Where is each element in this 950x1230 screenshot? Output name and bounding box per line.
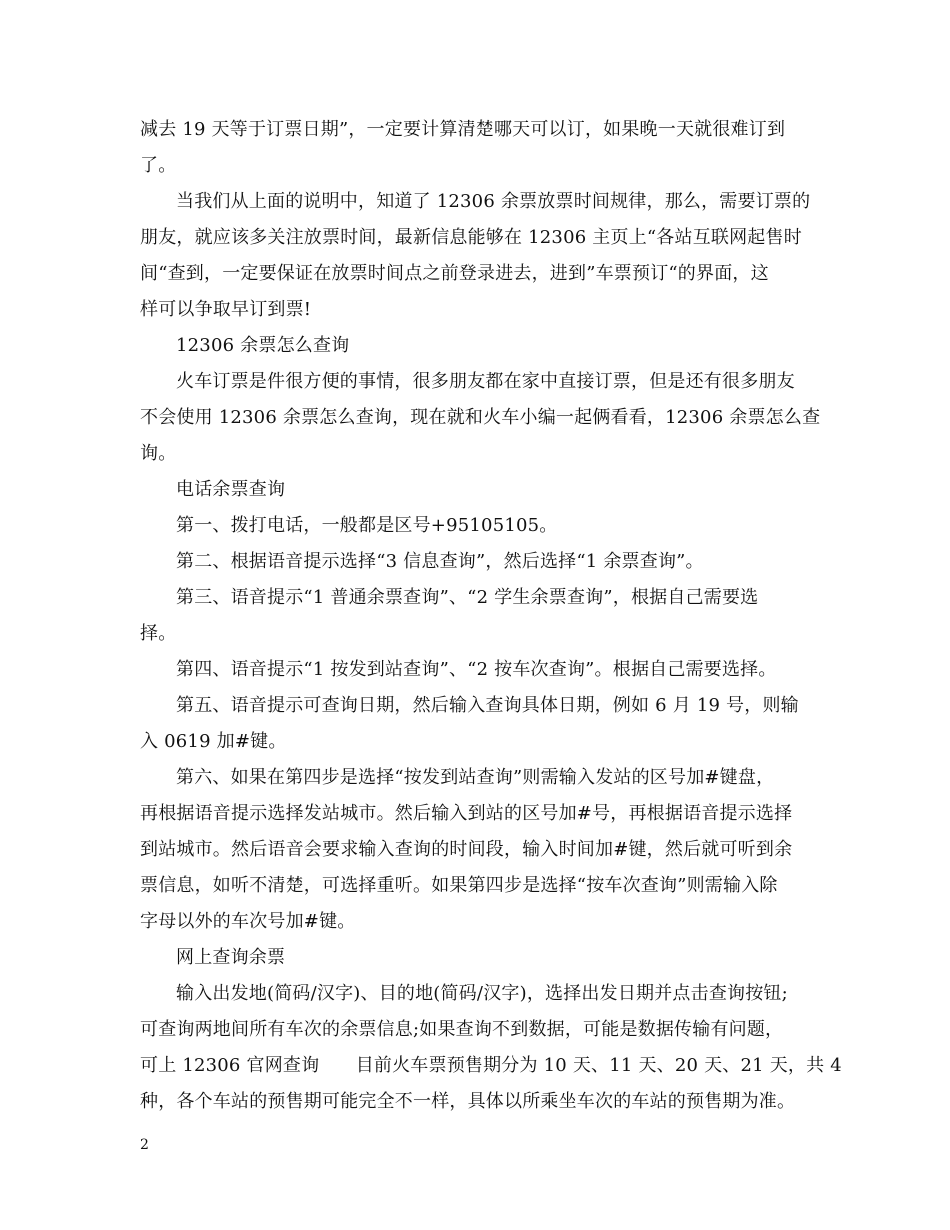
step-line: 再根据语音提示选择发站城市。然后输入到站的区号加#号，再根据语音提示选择 xyxy=(140,803,793,824)
step-line: 第六、如果在第四步是选择“按发到站查询”则需输入发站的区号加#键盘， xyxy=(176,767,775,788)
page-number: 2 xyxy=(140,1137,149,1153)
paragraph-line: 种，各个车站的预售期可能完全不一样，具体以所乘坐车次的车站的预售期为准。 xyxy=(140,1091,796,1112)
paragraph-line: 了。 xyxy=(140,155,177,176)
step-line: 字母以外的车次号加#键。 xyxy=(140,911,356,932)
step-line: 入 0619 加#键。 xyxy=(140,731,287,752)
paragraph-line: 询。 xyxy=(140,443,177,464)
section-heading: 网上查询余票 xyxy=(176,947,286,968)
paragraph-line: 不会使用 12306 余票怎么查询，现在就和火车小编一起俩看看，12306 余票怎么查 xyxy=(140,407,821,428)
paragraph-line: 样可以争取早订到票! xyxy=(140,299,312,320)
paragraph-line: 输入出发地(简码/汉字)、目的地(简码/汉字)，选择出发日期并点击查询按钮; xyxy=(176,983,788,1004)
step-line: 第一、拨打电话，一般都是区号+95105105。 xyxy=(176,515,558,536)
step-line: 到站城市。然后语音会要求输入查询的时间段，输入时间加#键，然后就可听到余 xyxy=(140,839,793,860)
paragraph-line: 火车订票是件很方便的事情，很多朋友都在家中直接订票，但是还有很多朋友 xyxy=(176,371,795,392)
section-heading: 12306 余票怎么查询 xyxy=(176,335,350,356)
section-heading: 电话余票查询 xyxy=(176,479,286,500)
step-line: 第五、语音提示可查询日期，然后输入查询具体日期，例如 6 月 19 号，则输 xyxy=(176,695,799,716)
step-line: 第四、语音提示“1 按发到站查询”、“2 按车次查询”。根据自己需要选择。 xyxy=(176,659,777,680)
paragraph-line: 朋友，就应该多关注放票时间，最新信息能够在 12306 主页上“各站互联网起售时 xyxy=(140,227,802,248)
paragraph-line: 间“查到，一定要保证在放票时间点之前登录进去，进到”车票预订“的界面，这 xyxy=(140,263,769,284)
paragraph-line: 可上 12306 官网查询 目前火车票预售期分为 10 天、11 天、20 天、21 天，共 4 xyxy=(140,1055,842,1076)
paragraph-line: 减去 19 天等于订票日期”，一定要计算清楚哪天可以订，如果晚一天就很难订到 xyxy=(140,119,786,140)
step-line: 第三、语音提示“1 普通余票查询”、“2 学生余票查询”，根据自己需要选 xyxy=(176,587,759,608)
paragraph-line: 当我们从上面的说明中，知道了 12306 余票放票时间规律，那么，需要订票的 xyxy=(176,191,811,212)
step-line: 第二、根据语音提示选择“3 信息查询”，然后选择“1 余票查询”。 xyxy=(176,551,704,572)
step-line: 票信息，如听不清楚，可选择重听。如果第四步是选择“按车次查询”则需输入除 xyxy=(140,875,778,896)
step-line: 择。 xyxy=(140,623,177,644)
paragraph-line: 可查询两地间所有车次的余票信息;如果查询不到数据，可能是数据传输有问题， xyxy=(140,1019,784,1040)
